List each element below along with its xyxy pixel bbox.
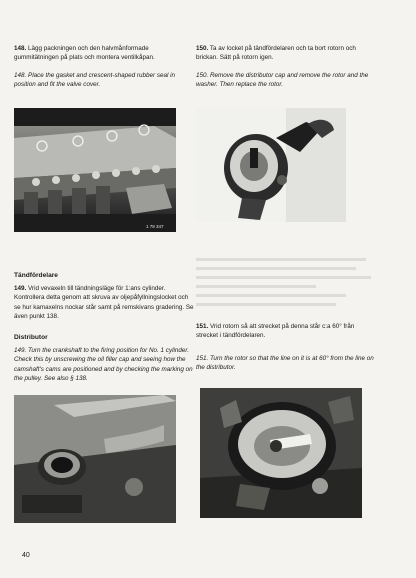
step-149-english: 149. Turn the crankshaft to the firing position for No. 1 cylinder. Check this by unscrewing the oil filler cap and seeing how the camshaft's cams are positioned and by checking the marking on the pulley. See also § 138. <box>14 347 193 383</box>
heading-tandfordelare: Tändfördelare <box>14 272 58 279</box>
page-number: 40 <box>22 552 30 559</box>
step-151-swedish: 151. Vrid rotorn så att strecket på denna står c:a 60° från strecket i tändfördelaren. <box>196 323 355 340</box>
photo-code: 1 78 347 <box>146 224 164 229</box>
distributor-photo <box>196 108 346 222</box>
step-151-english: 151. Turn the rotor so that the line on it is at 60° from the line on the distributor. <box>196 355 374 372</box>
step-148-swedish: 148. Lägg packningen och den halvmånformade gummitätningen på plats och montera ventilkåpan. <box>14 45 155 62</box>
step-150-english: 150. Remove the distributor cap and remove the rotor and the washer. Then replace the rotor. <box>196 72 369 89</box>
rotor-photo <box>200 388 362 518</box>
oil-filler-photo <box>14 395 176 523</box>
step-148-english: 148. Place the gasket and crescent-shaped rubber seal in position and fit the valve cover. <box>14 72 176 89</box>
step-149-swedish: 149. Vrid vevaxeln till tändningsläge för 1:ans cylinder. Kontrollera detta genom att skruva av oljepåfyllningslocket och se hur kamaxelns nockar står samt på remskivans gradering. Se även punkt 138. <box>14 285 194 321</box>
valve-cover-photo <box>14 108 176 232</box>
heading-distributor: Distributor <box>14 334 48 341</box>
step-150-swedish: 150. Ta av locket på tändfördelaren och ta bort rotorn och brickan. Sätt på rotorn igen. <box>196 45 356 62</box>
show-through-text <box>196 258 376 312</box>
